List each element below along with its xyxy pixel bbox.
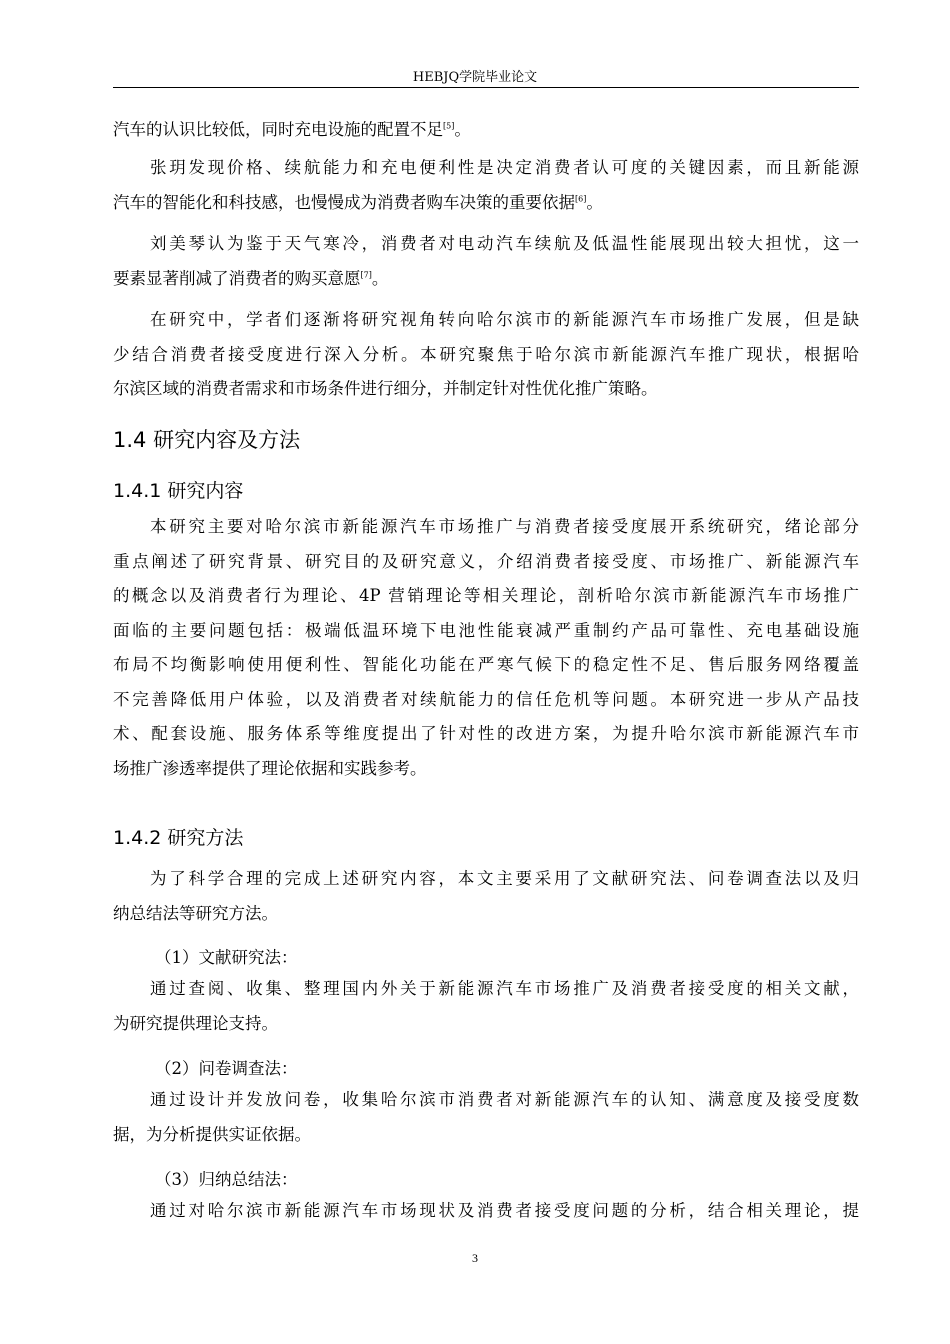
text-line: 面临的主要问题包括：极端低温环境下电池性能衰减严重制约产品可靠性、充电基础设施 [113, 620, 859, 640]
text-line: 在研究中，学者们逐渐将研究视角转向哈尔滨市的新能源汽车市场推广发展，但是缺 [150, 310, 859, 329]
text-tail: 。 [371, 268, 389, 288]
page-number: 3 [472, 1251, 478, 1265]
method-label-induction: （3）归纳总结法： [155, 1170, 298, 1189]
text-line: 汽车的认识比较低，同时充电设施的配置不足 [113, 120, 443, 139]
text-line: 为研究提供理论支持。 [113, 1013, 278, 1033]
paragraph-method-induction [113, 1194, 859, 1229]
paragraph-zhang [113, 151, 859, 220]
paragraph-research-gap [113, 303, 859, 407]
citation: [6] [575, 194, 587, 203]
text-line: 通过对哈尔滨市新能源汽车市场现状及消费者接受度问题的分析，结合相关理论，提 [150, 1201, 859, 1220]
text-line: 的概念以及消费者行为理论、4P 营销理论等相关理论，剖析哈尔滨市新能源汽车市场推广 [113, 586, 859, 605]
text-line: 要素显著削减了消费者的购买意愿 [113, 268, 361, 288]
text-line: 纳总结法等研究方法。 [113, 903, 278, 923]
text-line: 张玥发现价格、续航能力和充电便利性是决定消费者认可度的关键因素，而且新能源 [150, 158, 859, 177]
text-line: 为了科学合理的完成上述研究内容，本文主要采用了文献研究法、问卷调查法以及归 [150, 869, 859, 888]
paragraph-liu [113, 227, 859, 296]
method-label-questionnaire: （2）问卷调查法： [155, 1059, 298, 1078]
section-heading-1-4: 1.4 研究内容及方法 [113, 428, 301, 452]
text-line: 本研究主要对哈尔滨市新能源汽车市场推广与消费者接受度展开系统研究，绪论部分 [150, 517, 859, 536]
text-line: 场推广渗透率提供了理论依据和实践参考。 [113, 758, 427, 778]
text-line: 不完善降低用户体验，以及消费者对续航能力的信任危机等问题。本研究进一步从产品技 [113, 689, 859, 709]
section-heading-1-4-1: 1.4.1 研究内容 [113, 480, 244, 502]
text-tail: 。 [454, 120, 471, 139]
method-label-literature: （1）文献研究法： [155, 948, 298, 967]
text-line: 据，为分析提供实证依据。 [113, 1124, 311, 1144]
text-line: 刘美琴认为鉴于天气寒冷，消费者对电动汽车续航及低温性能展现出较大担忧，这一 [150, 234, 859, 253]
text-line: 重点阐述了研究背景、研究目的及研究意义，介绍消费者接受度、市场推广、新能源汽车 [113, 551, 859, 571]
text-tail: 。 [586, 192, 603, 212]
paragraph-method-literature [113, 972, 859, 1041]
text-line: 尔滨区域的消费者需求和市场条件进行细分，并制定针对性优化推广策略。 [113, 379, 658, 398]
text-line: 术、配套设施、服务体系等维度提出了针对性的改进方案，为提升哈尔滨市新能源汽车市 [113, 724, 859, 743]
paragraph-continuation [113, 113, 859, 148]
page-header-title: HEBJQ学院毕业论文 [412, 70, 538, 85]
header-rule [113, 87, 859, 88]
paragraph-methods-intro [113, 862, 859, 931]
text-line: 布局不均衡影响使用便利性、智能化功能在严寒气候下的稳定性不足、售后服务网络覆盖 [113, 655, 859, 674]
citation: [7] [360, 270, 372, 279]
paragraph-research-content [113, 510, 859, 786]
section-heading-1-4-2: 1.4.2 研究方法 [113, 827, 244, 849]
text-line: 汽车的智能化和科技感，也慢慢成为消费者购车决策的重要依据 [113, 192, 575, 212]
text-line: 少结合消费者接受度进行深入分析。本研究聚焦于哈尔滨市新能源汽车推广现状，根据哈 [113, 344, 859, 364]
paragraph-method-questionnaire [113, 1083, 859, 1152]
text-line: 通过查阅、收集、整理国内外关于新能源汽车市场推广及消费者接受度的相关文献， [150, 979, 859, 998]
text-line: 通过设计并发放问卷，收集哈尔滨市消费者对新能源汽车的认知、满意度及接受度数 [150, 1090, 859, 1109]
citation: [5] [443, 121, 455, 131]
